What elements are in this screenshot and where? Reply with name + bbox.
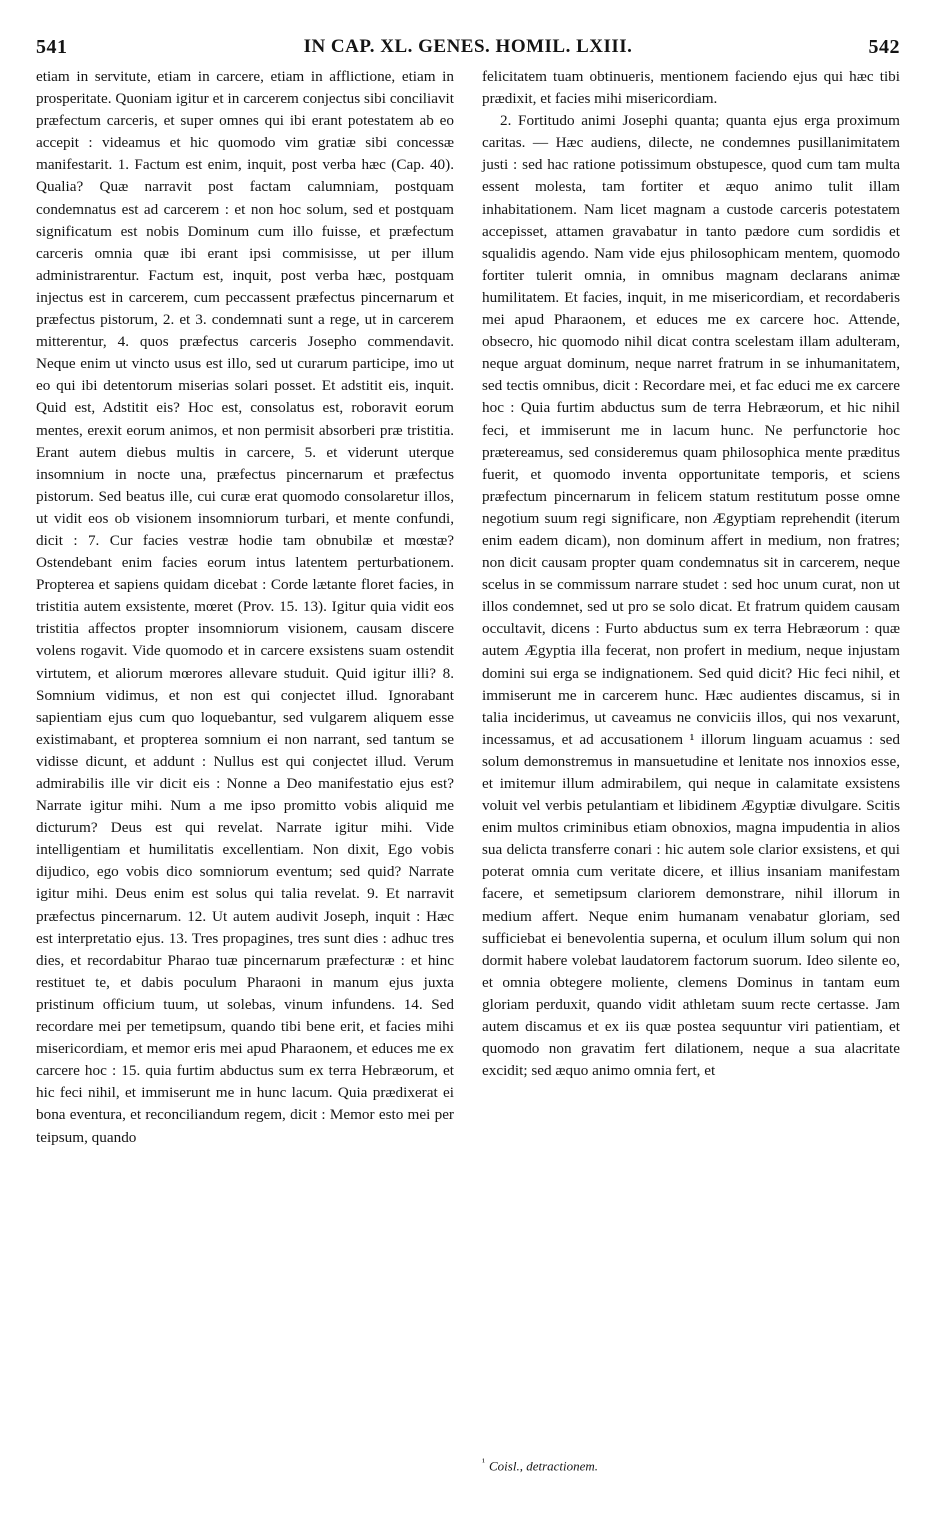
right-column-section-2: 2. Fortitudo animi Josephi quanta; quanta ejus erga proximum caritas. — Hæc audiens, dilecte, ne condemnes pusillanimitatem justi : sed hac ratione potissimum obstupesce, quod cum tam multa essent molesta, tam fortiter et æquo animo tulit illam inhabitationem. Nam licet magnam a custode carceris potestatem accepisset, attamen gravabatur in tanto pædore cum sordidis et squalidis agendo. Nam vide ejus philosophicam mentem, quomodo fortiter tulerit omnia, in omnibus magnam declarans animæ humilitatem. Et facies, inquit, in me misericordiam, et recordaberis mei apud Pharaonem, et educes me ex carcere hoc. Attende, obsecro, hic quomodo nihil dicat contra scelestam illam adulteram, neque arguat dominum, neque narret fratrum in se inhumanitatem, sed tectis omnibus, dicit : Recordare mei, et fac educi me ex carcere hoc : Quia furtim abductus sum de terra Hebræorum, et hic nihil feci, et immiserunt me in lacum hunc. Ne perfunctorie hoc prætereamus, sed consideremus quam philosophica mente præditus fuerit, et quomodo inventa opportunitate temporis, et sciens præfectum pincernarum in felicem statum restitutum posse omne negotium suum regi significare, non Ægyptiam reprehendit (iterum enim eadem dicam), non dominum affert in medium, non fratres; non dicit causam propter quam condemnatus sit in carcerem, neque scelus in se commissum narrare studet : sed hoc unum curat, non ut illos condemnet, sed ut pro se solo dicat. Et fratrum quidem causam occultavit, dicens : Furto abductus sum ex terra Hebræorum : quæ autem Ægyptia illa fecerat, non profert in medium, neque injustam domini sui erga se indignationem. Sed quid dicit? Hic feci nihil, et immiserunt me in carcerem hunc. Hæc audientes discamus, si in talia inciderimus, ut caveamus ne conviciis illos, qui nos vexarunt, incessamus, et ad accusationem ¹ illorum linguam acuamus : sed solum demonstremus in mansuetudine et lenitate nos innoxios esse, et imitemur illum admirabilem, qui neque in calamitate exsistens voluit vel verbis petulantiam et libidinem Ægyptiæ divulgare. Scitis enim multos criminibus etiam obnoxios, magna impudentia in alios sua delicta transferre conari : hic autem sole clarior exsistens, et qui poterat omnia cum veritate dicere, et illius insaniam manifestam facere, et semetipsum clariorem demonstrare, nihil illorum in medium affert. Neque enim humanam venabatur gloriam, sed sufficiebat ei benevolentia superna, et oculum illum solum qui non dormit habere volebat laudatorem factorum suorum. Ideo silente eo, et omnia obtegere moliente, clemens Dominus in tantam eum gloriam perduxit, quando vidit athletam suum recte certasse. Jam autem discamus et ex iis quæ postea sequuntur viri patientiam, et quomodo non gravatim fert dilationem, neque a sua alacritate excidit; sed æquo animo omnia fert, et [482, 112, 900, 1080]
left-column [36, 66, 454, 1149]
running-title: IN CAP. XL. GENES. HOMIL. LXIII. [303, 36, 633, 57]
footnote [482, 1454, 900, 1475]
page-number-right: 542 [868, 35, 900, 58]
page-number-left: 541 [36, 35, 68, 58]
right-column-continuation: felicitatem tuam obtinueris, mentionem faciendo ejus qui hæc tibi prædixit, et facies mihi misericordiam. [482, 68, 900, 108]
footnote-text: Coisl., detractionem. [489, 1458, 599, 1474]
footnote-mark: ¹ [482, 1457, 485, 1468]
left-column-text: etiam in servitute, etiam in carcere, etiam in afflictione, etiam in prosperitate. Quoniam igitur et in carcerem conjectus sibi conciliavit præfectum carceris, et super omnes qui ibi erant potestatem ab eo accepit : videamus et hic quomodo vim gratiæ sibi concessæ manifestarit. 1. Factum est enim, inquit, post verba hæc (Cap. 40). Qualia? Quæ narravit post factam calumniam, postquam condemnatus est ad carcerem : et non hoc solum, sed et postquam significatum est nobis Dominum cum illo fuisse, et præfectum carceris omnia quæ ibi erant ipsi commisisse, ut per illum administrarentur. Factum est, inquit, post verba hæc, postquam injectus est in carcerem, cum peccassent præfectus pincernarum et præfectus pistorum, 2. et 3. condemnati sunt a rege, ut in carcerem mitterentur, 4. quos præfectus carceris Josepho commendavit. Neque enim ut vincto usus est illo, sed ut curarum participe, imo ut eo qui ibi detentorum miserias solari posset. Et adstitit eis, inquit. Quid est, Adstitit eis? Hoc est, consolatus est, roboravit eorum mentes, erexit eorum animos, et non permisit absorberi præ tristitia. Erant autem diebus multis in carcere, 5. et viderunt uterque insomnium in nocte una, præfectus pincernarum et præfectus pistorum. Sed beatus ille, cui curæ erat quomodo consolaretur illos, ut vidit eos ob visionem insomniorum turbari, et mente confundi, dicit : 7. Cur facies vestræ hodie tam obnubilæ et mœstæ? Ostendebant enim facies eorum intus latentem perturbationem. Propterea et sapiens quidam dicebat : Corde lætante floret facies, in tristitia autem exsistente, mœret (Prov. 15. 13). Igitur quia vidit eos tristitia affectos propter insomniorum visionem, causam discere volens rogavit. Vide quomodo et in carcere exsistens suam ostendit virtutem, et aliorum mœrores allevare studuit. Quid igitur illi? 8. Somnium vidimus, et non est qui conjectet illud. Ignorabant sapientiam ejus cum quo loquebantur, sed vulgarem aliquem esse existimabant, et propterea somnium ei non narrant, sed tantum se vidisse dicunt, et addunt : Nullus est qui conjectet illud. Verum admirabilis ille vir dicit eis : Nonne a Deo manifestatio ejus est? Narrate igitur mihi. Num a me ipso promitto vobis aliquid me dicturum? Deus est qui revelat. Narrate igitur mihi. Vide intelligentiam et humilitatis excellentiam. Non dixit, Ego vobis dijudico, ego vobis dico somniorum eventum; sed quid? Narrate igitur mihi. Deus enim est solus qui talia revelat. 9. Et narravit præfectus pincernarum. 12. Ut autem audivit Joseph, inquit : Hæc est interpretatio ejus. 13. Tres propagines, tres sunt dies : adhuc tres dies, et recordabitur Pharao tuæ pincernarum præfecturæ : et hinc restituet te, et dabis poculum Pharaoni in manum ejus juxta pristinum officium tuum, ut solebas, vinum infundens. 14. Sed recordare mei per temetipsum, quando tibi bene erit, et facies mihi misericordiam, et memor eris mei apud Pharaonem, et educes me ex carcere hoc : 15. quia furtim abductus sum ex terra Hebræorum, et hic feci nihil, et immiserunt me in hunc lacum. Quia prædixerat ei bona eventura, et reconciliandum regem, dicit : Memor esto mei per teipsum, quando [36, 68, 454, 1146]
running-header [36, 30, 900, 64]
right-column [482, 66, 900, 1082]
